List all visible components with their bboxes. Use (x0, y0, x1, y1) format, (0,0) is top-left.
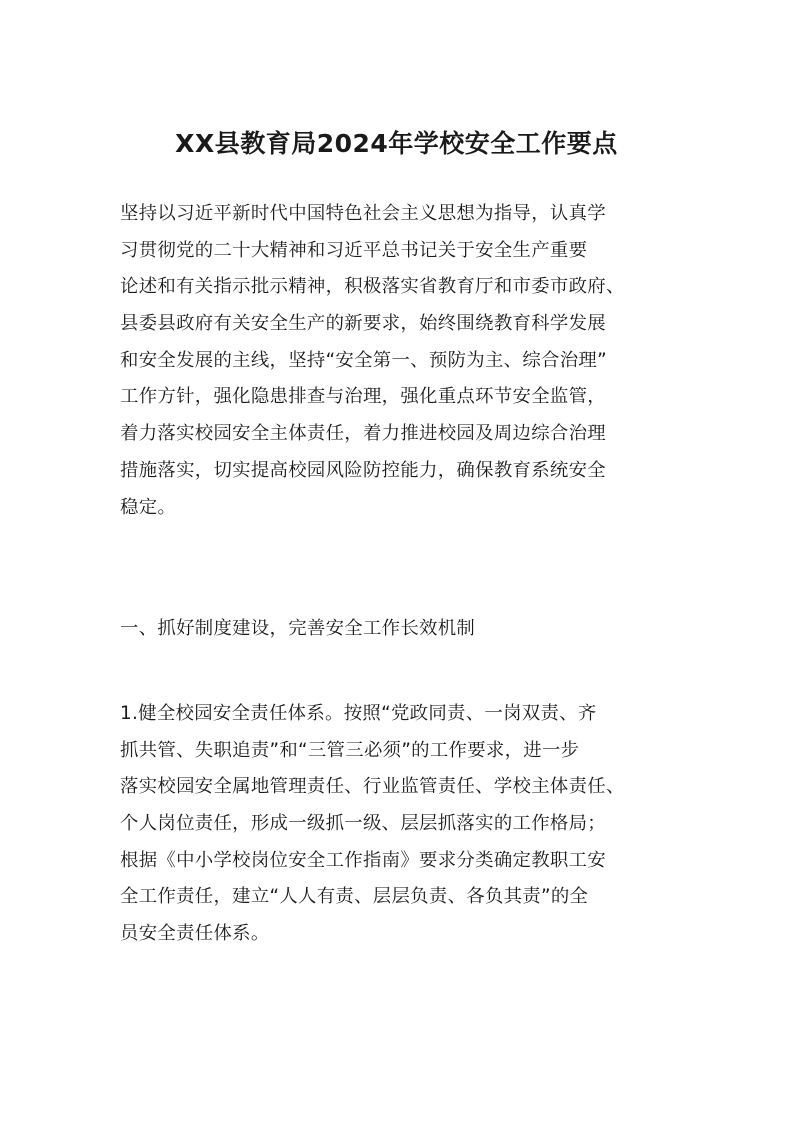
intro-line: 稳定。 (120, 496, 177, 518)
item-paragraph (120, 696, 625, 953)
intro-line: 县委县政府有关安全生产的新要求，始终围绕教育科学发展 (120, 313, 606, 335)
intro-line: 措施落实，切实提高校园风险防控能力，确保教育系统安全 (120, 459, 606, 481)
intro-line: 论述和有关指示批示精神，积极落实省教育厅和市委市政府、 (120, 276, 625, 298)
item-line: 落实校园安全属地管理责任、行业监管责任、学校主体责任、 (120, 776, 625, 798)
intro-line: 和安全发展的主线，坚持“安全第一、预防为主、综合治理” (120, 349, 607, 371)
intro-line: 着力落实校园安全主体责任，着力推进校园及周边综合治理 (120, 423, 606, 445)
item-line: 1.健全校园安全责任体系。按照“党政同责、一岗双责、齐 (120, 703, 597, 724)
document-title: XX县教育局2024年学校安全工作要点 (175, 129, 618, 158)
intro-line: 习贯彻党的二十大精神和习近平总书记关于安全生产重要 (120, 239, 588, 261)
section-heading (120, 611, 475, 648)
intro-paragraph (120, 196, 625, 526)
item-line: 全工作责任，建立“人人有责、层层负责、各负其责”的全 (120, 886, 589, 908)
intro-line: 工作方针，强化隐患排查与治理，强化重点环节安全监管， (120, 386, 606, 408)
item-line: 个人岗位责任，形成一级抓一级、层层抓落实的工作格局； (120, 813, 606, 835)
item-line: 根据《中小学校岗位安全工作指南》要求分类确定教职工安 (120, 849, 606, 871)
item-line: 抓共管、失职追责”和“三管三必须”的工作要求，进一步 (120, 739, 580, 761)
intro-line: 坚持以习近平新时代中国特色社会主义思想为指导，认真学 (120, 203, 606, 224)
section-heading-text: 一、抓好制度建设，完善安全工作长效机制 (120, 618, 476, 639)
item-line: 员安全责任体系。 (120, 923, 270, 945)
